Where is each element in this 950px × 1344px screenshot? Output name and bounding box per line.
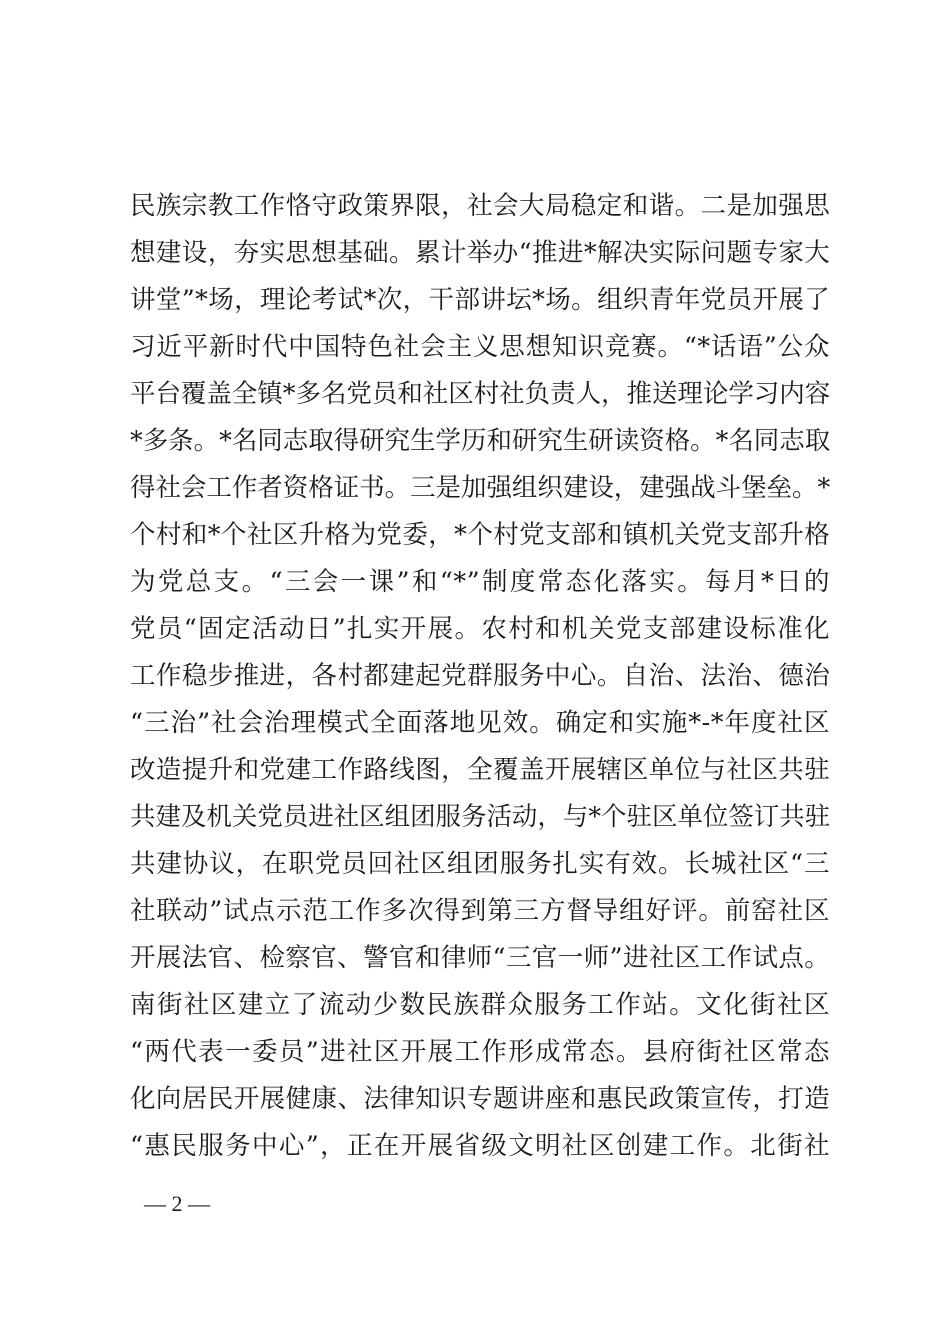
- text-line: 共建及机关党员进社区组团服务活动，与*个驻区单位签订共驻: [130, 802, 830, 832]
- text-line: 改造提升和党建工作路线图，全覆盖开展辖区单位与社区共驻: [130, 755, 830, 785]
- text-line: 南街社区建立了流动少数民族群众服务工作站。文化街社区: [130, 990, 830, 1020]
- text-line: 想建设，夯实思想基础。累计举办“推进*解决实际问题专家大: [130, 238, 830, 268]
- text-line: 化向居民开展健康、法律知识专题讲座和惠民政策宣传，打造: [130, 1084, 830, 1114]
- text-line: 工作稳步推进，各村都建起党群服务中心。自治、法治、德治: [130, 661, 830, 691]
- text-line: 个村和*个社区升格为党委，*个村党支部和镇机关党支部升格: [130, 520, 830, 550]
- page-number: — 2 —: [144, 1191, 210, 1216]
- text-line: 社联动”试点示范工作多次得到第三方督导组好评。前窑社区: [130, 896, 830, 926]
- text-line: “三治”社会治理模式全面落地见效。确定和实施*-*年度社区: [130, 708, 830, 738]
- text-line: 民族宗教工作恪守政策界限，社会大局稳定和谐。二是加强思: [130, 191, 830, 221]
- body-text: [130, 183, 830, 1170]
- text-line: “两代表一委员”进社区开展工作形成常态。县府街社区常态: [130, 1037, 830, 1067]
- text-line: 开展法官、检察官、警官和律师“三官一师”进社区工作试点。: [130, 943, 830, 973]
- text-line: 得社会工作者资格证书。三是加强组织建设，建强战斗堡垒。*: [130, 473, 830, 503]
- text-line: *多条。*名同志取得研究生学历和研究生研读资格。*名同志取: [130, 426, 830, 456]
- text-line: 平台覆盖全镇*多名党员和社区村社负责人，推送理论学习内容: [130, 379, 830, 409]
- text-line: 共建协议，在职党员回社区组团服务扎实有效。长城社区“三: [130, 849, 830, 879]
- text-line: 习近平新时代中国特色社会主义思想知识竞赛。“*话语”公众: [130, 332, 830, 362]
- text-line: “惠民服务中心”，正在开展省级文明社区创建工作。北街社: [130, 1131, 830, 1161]
- text-line: 党员“固定活动日”扎实开展。农村和机关党支部建设标准化: [130, 614, 830, 644]
- text-line: 讲堂”*场，理论考试*次，干部讲坛*场。组织青年党员开展了: [130, 285, 830, 315]
- text-line: 为党总支。“三会一课”和“*”制度常态化落实。每月*日的: [130, 567, 830, 597]
